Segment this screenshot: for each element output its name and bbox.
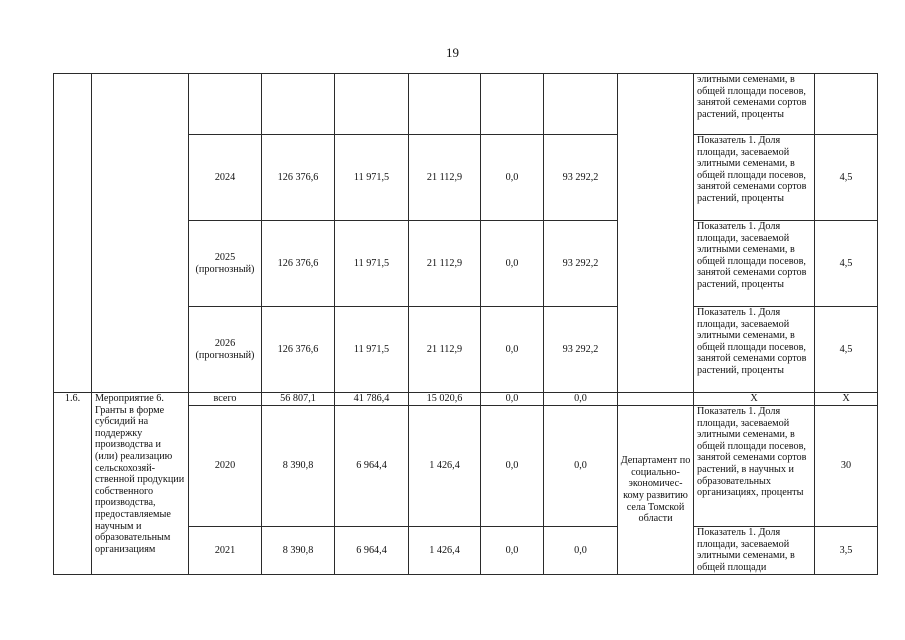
cell-local: 0,0 <box>481 307 544 393</box>
year-label: 2026 <box>214 337 236 349</box>
cell-regional: 15 020,6 <box>409 393 481 406</box>
cell-regional: 21 112,9 <box>409 307 481 393</box>
cell-local: 0,0 <box>481 406 544 527</box>
cell-other: 93 292,2 <box>544 135 618 221</box>
cell-total: 126 376,6 <box>262 307 335 393</box>
cell-total <box>262 74 335 135</box>
cell-regional: 21 112,9 <box>409 135 481 221</box>
year-label: 2025 <box>214 251 236 263</box>
page-number: 19 <box>446 45 459 60</box>
cell-other <box>544 74 618 135</box>
cell-year <box>189 135 262 221</box>
cell-federal: 41 786,4 <box>335 393 409 406</box>
cell-total: 126 376,6 <box>262 221 335 307</box>
cell-measure-name: Мероприятие 6. Гранты в форме субсидий на поддержку производства и (или) реализацию сельскохозяй-ственной продукции собственного производства, предоставляемые научным и образовательным организациям <box>92 393 189 575</box>
cell-year <box>189 307 262 393</box>
cell-executor-empty <box>618 393 694 406</box>
cell-federal: 11 971,5 <box>335 307 409 393</box>
cell-measure-number: 1.6. <box>54 393 92 575</box>
cell-other: 0,0 <box>544 406 618 527</box>
cell-total: 56 807,1 <box>262 393 335 406</box>
cell-indicator: элитными семенами, в общей площади посевов, занятой семенами сортов растений, проценты <box>694 74 815 135</box>
cell-indicator: Х <box>694 393 815 406</box>
cell-other: 0,0 <box>544 393 618 406</box>
cell-value <box>815 74 878 135</box>
cell-other: 0,0 <box>544 527 618 575</box>
cell-local <box>481 74 544 135</box>
cell-federal: 6 964,4 <box>335 406 409 527</box>
year-label: 2024 <box>214 171 236 183</box>
cell-other: 93 292,2 <box>544 221 618 307</box>
cell-indicator: Показатель 1. Доля площади, засеваемой элитными семенами, в общей площади посевов, занятой семенами сортов растений, проценты <box>694 135 815 221</box>
cell-local: 0,0 <box>481 527 544 575</box>
cell-total: 8 390,8 <box>262 406 335 527</box>
cell-value: 3,5 <box>815 527 878 575</box>
cell-indicator: Показатель 1. Доля площади, засеваемой элитными семенами, в общей площади посевов, занятой семенами сортов растений, проценты <box>694 307 815 393</box>
cell-total: 126 376,6 <box>262 135 335 221</box>
cell-regional: 1 426,4 <box>409 527 481 575</box>
year-note: (прогнозный) <box>195 263 255 275</box>
cell-value: 4,5 <box>815 307 878 393</box>
cell-other: 93 292,2 <box>544 307 618 393</box>
cell-federal: 11 971,5 <box>335 135 409 221</box>
cell-value: 4,5 <box>815 135 878 221</box>
cell-indicator: Показатель 1. Доля площади, засеваемой элитными семенами, в общей площади посевов, занятой семенами сортов растений, в научных и образовательных организациях, проценты <box>694 406 815 527</box>
cell-value: 30 <box>815 406 878 527</box>
cell-indicator: Показатель 1. Доля площади, засеваемой элитными семенами, в общей площади <box>694 527 815 575</box>
table-row <box>54 74 878 135</box>
cell-local: 0,0 <box>481 135 544 221</box>
year-note: (прогнозный) <box>195 349 255 361</box>
cell-executor: Департамент по социально-экономичес-кому развитию села Томской области <box>618 406 694 575</box>
cell-total: 8 390,8 <box>262 527 335 575</box>
table-row <box>54 393 878 406</box>
cell-year <box>189 74 262 135</box>
program-table <box>53 73 878 575</box>
cell-year: 2020 <box>189 406 262 527</box>
cell-executor-prev <box>618 74 694 393</box>
cell-value: Х <box>815 393 878 406</box>
cell-number-prev <box>54 74 92 393</box>
cell-name-prev <box>92 74 189 393</box>
cell-year <box>189 221 262 307</box>
cell-federal: 11 971,5 <box>335 221 409 307</box>
cell-federal: 6 964,4 <box>335 527 409 575</box>
cell-regional: 1 426,4 <box>409 406 481 527</box>
cell-regional <box>409 74 481 135</box>
cell-local: 0,0 <box>481 393 544 406</box>
cell-year: всего <box>189 393 262 406</box>
cell-value: 4,5 <box>815 221 878 307</box>
cell-federal <box>335 74 409 135</box>
cell-regional: 21 112,9 <box>409 221 481 307</box>
cell-local: 0,0 <box>481 221 544 307</box>
cell-indicator: Показатель 1. Доля площади, засеваемой элитными семенами, в общей площади посевов, занятой семенами сортов растений, проценты <box>694 221 815 307</box>
cell-year: 2021 <box>189 527 262 575</box>
